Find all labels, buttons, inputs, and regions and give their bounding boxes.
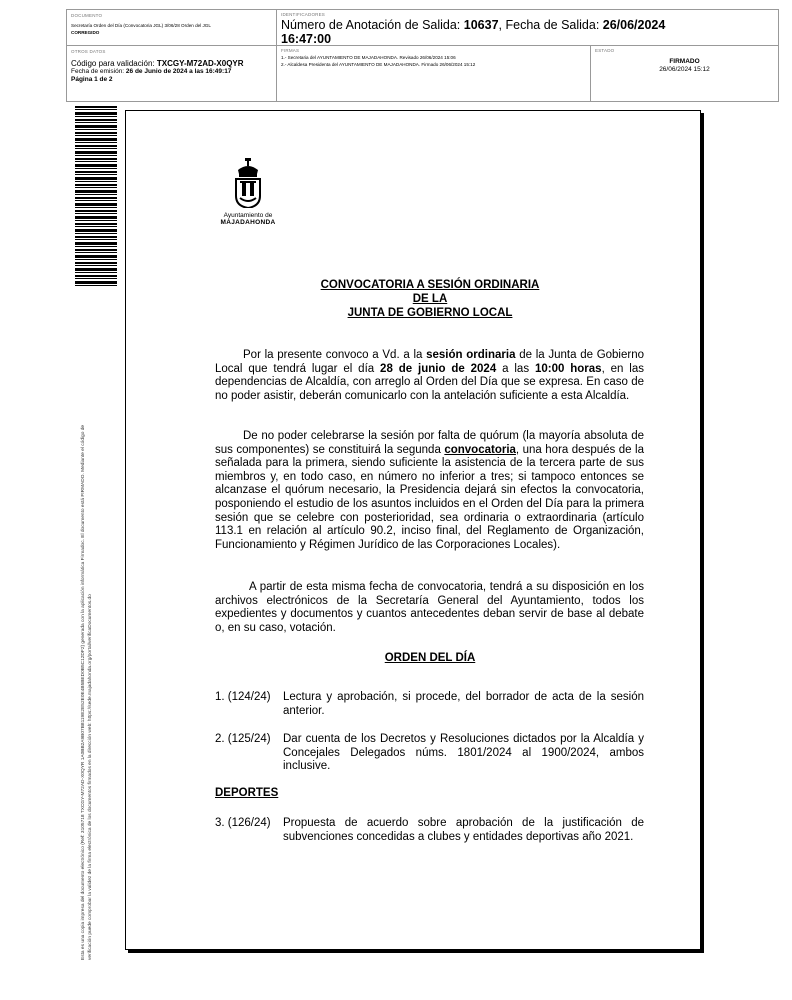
- documento-label: DOCUMENTO: [71, 13, 103, 18]
- logo-line-2: MAJADAHONDA: [220, 219, 276, 226]
- paragraph-quorum: [215, 430, 644, 552]
- agenda-item-number: 2. (125/24): [215, 733, 271, 745]
- document-header: [66, 9, 779, 102]
- barcode: [75, 106, 117, 286]
- firma-1: 1.- Secretaria del AYUNTAMIENTO DE MAJADAHONDA. Revisado 26/06/2024 15:06: [281, 55, 456, 60]
- otros-datos-cell: [67, 46, 277, 101]
- anotacion-text: [281, 18, 774, 46]
- fecha-prefix: , Fecha de Salida:: [498, 18, 603, 32]
- fecha-value: 26/06/2024: [602, 18, 666, 32]
- anotacion-number: 10637: [463, 18, 499, 32]
- sidebar-line-2: verificación puede comprobar la validez de la firma electrónica de los documentos firmados en la dirección web: https://sede.majadahonda.org/portal/verificaDocumentos.do: [88, 594, 93, 960]
- documento-text-line2: CORREGIDO: [71, 30, 100, 35]
- anotacion-prefix: Número de Anotación de Salida:: [281, 18, 464, 32]
- agenda-item-text: Propuesta de acuerdo sobre aprobación de la justificación de subvenciones concedidas a clubes y entidades deportivas año 2021.: [283, 817, 644, 843]
- identificadores-cell: [277, 10, 778, 46]
- p2-text-c: , una hora después de la señalada para la primera, siendo suficiente la asistencia de la tercera parte de sus miembros y, en todo caso, en número no inferior a tres; si tampoco entonces se alcanzase el quórum necesario, la Presidencia dejará sin efectos la convocatoria, posponiendo el estudio de los asuntos incluidos en el Orden del Día para la primera sesión que se celebre con posterioridad, sea ordinaria o extraordinaria (artículo 113.1 en relación al artículo 90.2, inciso final, del Reglamento de Organización, Funcionamiento y Régimen Jurídico de las Corporaciones Locales).: [215, 443, 644, 551]
- firmas-label: FIRMAS: [281, 48, 300, 53]
- p1-text-a: Por la presente convoco a Vd. a la: [243, 349, 427, 361]
- estado-fecha: 26/06/2024 15:12: [659, 66, 710, 73]
- p2-text-a: De no poder celebrarse la sesión por falta de quórum (la mayoría absoluta de sus componentes) se constituirá la segunda: [215, 430, 644, 456]
- agenda-item-text: Lectura y aprobación, si procede, del borrador de acta de la sesión anterior.: [283, 691, 644, 717]
- section-deportes: DEPORTES: [215, 787, 279, 799]
- sidebar-line-1: Esta es una copia impresa del documento electrónico (Ref: 3105718 TXCGY-M72AD-X0QYR 1A0BB2A9B07B8119E2E52E0E4B5BED0B5C12DF2) generada con la aplicación informática Firmadoc. El documento está FIRMADO. Mediante el código de: [81, 424, 86, 960]
- title-line-1: CONVOCATORIA A SESIÓN ORDINARIA: [320, 279, 540, 291]
- p1-text-c: de la Junta de Gobierno Local que tendrá lugar el día: [215, 349, 645, 375]
- agenda-item-number: 3. (126/24): [215, 817, 271, 829]
- agenda-item-number: 1. (124/24): [215, 691, 271, 703]
- codigo-value: TXCGY-M72AD-X0QYR: [156, 59, 244, 68]
- p1-text-e: a las: [496, 362, 535, 375]
- identificadores-label: IDENTIFICADORES: [281, 12, 326, 17]
- coat-of-arms-icon: [230, 158, 266, 208]
- verification-sidebar-text: [80, 300, 94, 960]
- p2-convocatoria: convocatoria: [444, 443, 516, 456]
- hora-value: 16:47:00: [281, 32, 332, 46]
- documento-cell: [67, 10, 277, 46]
- codigo-validacion: [71, 59, 272, 68]
- documento-text-line1: Secretaría Orden del Día (Convocatoria JGL) 3/06/28 Orden del JGL: [71, 23, 211, 28]
- emision-value: 26 de Junio de 2024 a las 16:49:17: [125, 68, 232, 75]
- orden-del-dia-text: ORDEN DEL DÍA: [384, 652, 476, 664]
- emision-prefix: Fecha de emisión:: [71, 68, 126, 75]
- p1-sesion-ordinaria: sesión ordinaria: [426, 349, 516, 361]
- p1-text-g: , en las dependencias de Alcaldía, con arreglo al Orden del Día que se expresa. En caso de no poder asistir, deberán comunicarlo con la antelación suficiente a esta Alcaldía.: [215, 362, 644, 402]
- p1-hora: 10:00 horas: [534, 362, 602, 375]
- paragraph-archivos: A partir de esta misma fecha de convocatoria, tendrá a su disposición en los archivos electrónicos de la Secretaría General del Ayuntamiento, todos los expedientes y documentos y cuantos antecedentes deban servir de base al debate o, en su caso, votación.: [215, 581, 644, 634]
- logo-line-1: Ayuntamiento de: [223, 212, 273, 219]
- p1-fecha: 28 de junio de 2024: [380, 362, 497, 375]
- estado-label: ESTADO: [595, 48, 615, 53]
- otros-label: OTROS DATOS: [71, 49, 106, 54]
- title-line-3: JUNTA DE GOBIERNO LOCAL: [347, 307, 513, 319]
- document-title: [215, 278, 645, 320]
- ayuntamiento-logo: [208, 158, 288, 226]
- firma-2: 2.- Alcaldesa Presidenta del AYUNTAMIENTO DE MAJADAHONDA. Firmado 26/06/2024 15:12: [281, 61, 476, 67]
- estado-value: [595, 58, 774, 74]
- paragraph-convocatoria: [215, 349, 644, 403]
- pagina-indicator: Página 1 de 2: [71, 76, 113, 83]
- agenda-item-text: Dar cuenta de los Decretos y Resoluciones dictados por la Alcaldía y Concejales Delegados núms. 1801/2024 al 1900/2024, ambos inclusive.: [283, 733, 644, 773]
- fecha-emision: [71, 68, 272, 76]
- estado-cell: [591, 46, 778, 101]
- title-line-2: DE LA: [412, 293, 448, 305]
- orden-del-dia-title: [215, 651, 645, 665]
- documento-text: [71, 22, 272, 36]
- firmas-cell: [277, 46, 591, 101]
- codigo-prefix: Código para validación:: [71, 59, 157, 68]
- estado-firmado: FIRMADO: [669, 58, 700, 65]
